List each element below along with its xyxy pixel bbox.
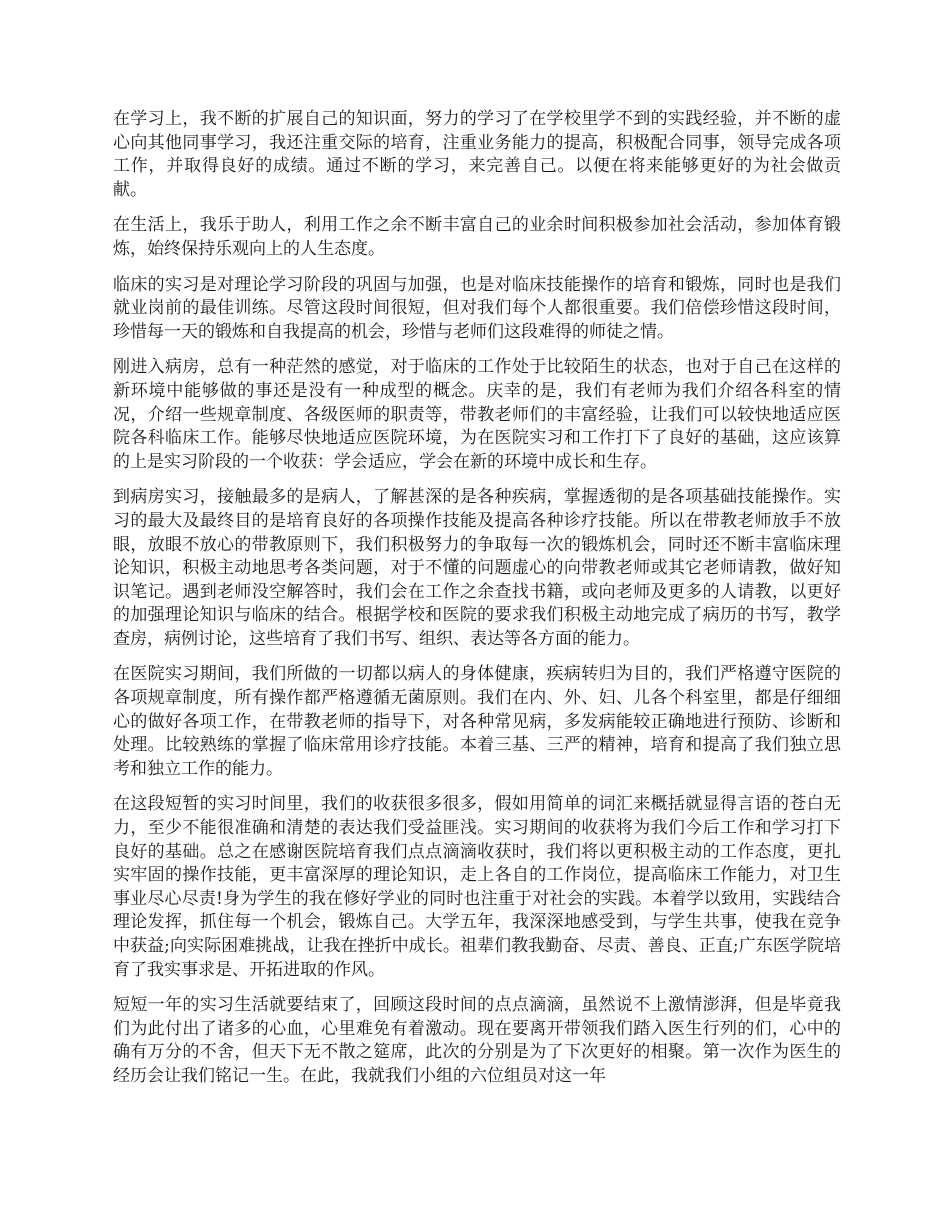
paragraph-ward-practice: 到病房实习，接触最多的是病人，了解甚深的是各种疾病，掌握透彻的是各项基础技能操作。实习的最大及最终目的是培育良好的各项操作技能及提高各种诊疗技能。所以在带教老师放手不放眼，放眼不放心的带教原则下，我们积极努力的争取每一次的锻炼机会，同时还不断丰富临床理论知识，积极主动地思考各类问题，对于不懂的问题虚心的向带教老师或其它老师请教，做好知识笔记。遇到老师没空解答时，我们会在工作之余查找书籍，或向老师及更多的人请教，以更好的加强理论知识与临床的结合。根据学校和医院的要求我们积极主动地完成了病历的书写，教学查房，病例讨论，这些培育了我们书写、组织、表达等各方面的能力。 xyxy=(113,487,841,649)
paragraph-life: 在生活上，我乐于助人，利用工作之余不断丰富自己的业余时间积极参加社会活动，参加体育锻炼，始终保持乐观向上的人生态度。 xyxy=(113,215,841,259)
paragraph-hospital-rules: 在医院实习期间，我们所做的一切都以病人的身体健康，疾病转归为目的，我们严格遵守医院的各项规章制度，所有操作都严格遵循无菌原则。我们在内、外、妇、儿各个科室里，都是仔细细心的做好各项工作，在带教老师的指导下，对各种常见病，多发病能较正确地进行预防、诊断和处理。比较熟练的掌握了临床常用诊疗技能。本着三基、三严的精神，培育和提高了我们独立思考和独立工作的能力。 xyxy=(113,664,841,779)
paragraph-entering-ward: 刚进入病房，总有一种茫然的感觉，对于临床的工作处于比较陌生的状态，也对于自己在这样的新环境中能够做的事还是没有一种成型的概念。庆幸的是，我们有老师为我们介绍各科室的情况，介绍一些规章制度、各级医师的职责等，带教老师们的丰富经验，让我们可以较快地适应医院各科临床工作。能够尽快地适应医院环境，为在医院实习和工作打下了良好的基础，这应该算的上是实习阶段的一个收获：学会适应，学会在新的环境中成长和生存。 xyxy=(113,357,841,472)
paragraph-gains: 在这段短暂的实习时间里，我们的收获很多很多，假如用简单的词汇来概括就显得言语的苍白无力，至少不能很准确和清楚的表达我们受益匪浅。实习期间的收获将为我们今后工作和学习打下良好的基础。总之在感谢医院培育我们点点滴滴收获时，我们将以更积极主动的工作态度，更扎实牢固的操作技能，更丰富深厚的理论知识，走上各自的工作岗位，提高临床工作能力，对卫生事业尽心尽责!身为学生的我在修好学业的同时也注重于对社会的实践。本着学以致用，实践结合理论发挥，抓住每一个机会，锻炼自己。大学五年，我深深地感受到，与学生共事，使我在竞争中获益;向实际困难挑战，让我在挫折中成长。祖辈们教我勤奋、尽责、善良、正直;广东医学院培育了我实事求是、开拓进取的作风。 xyxy=(113,794,841,980)
paragraph-farewell: 短短一年的实习生活就要结束了，回顾这段时间的点点滴滴，虽然说不上激情澎湃，但是毕竟我们为此付出了诸多的心血，心里难免有着激动。现在要离开带领我们踏入医生行列的们，心中的确有万分的不舍，但天下无不散之筵席，此次的分别是为了下次更好的相聚。第一次作为医生的经历会让我们铭记一生。在此，我就我们小组的六位组员对这一年 xyxy=(113,995,841,1086)
paragraph-clinical-internship: 临床的实习是对理论学习阶段的巩固与加强，也是对临床技能操作的培育和锻炼，同时也是我们就业岗前的最佳训练。尽管这段时间很短，但对我们每个人都很重要。我们倍偿珍惜这段时间，珍惜每一天的锻炼和自我提高的机会，珍惜与老师们这段难得的师徒之情。 xyxy=(113,274,841,342)
paragraph-study: 在学习上，我不断的扩展自己的知识面，努力的学习了在学校里学不到的实践经验，并不断的虚心向其他同事学习，我还注重交际的培育，注重业务能力的提高，积极配合同事，领导完成各项工作，并取得良好的成绩。通过不断的学习，来完善自己。以便在将来能够更好的为社会做贡献。 xyxy=(113,109,841,200)
document-body xyxy=(113,108,841,1101)
